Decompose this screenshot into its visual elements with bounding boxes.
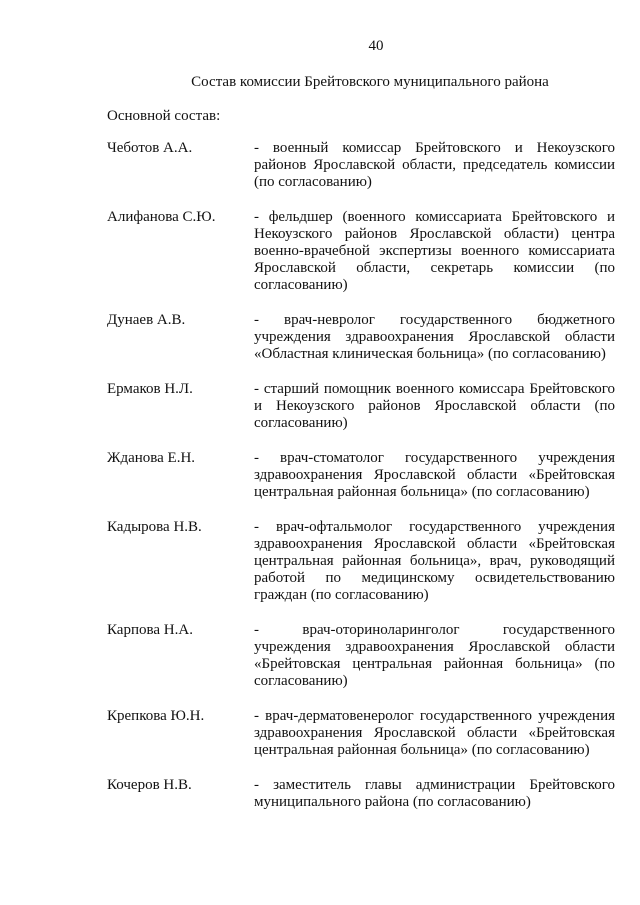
- member-name: Крепкова Ю.Н.: [107, 708, 205, 724]
- member-name: Карпова Н.А.: [107, 622, 193, 638]
- member-name: Ермаков Н.Л.: [107, 381, 193, 397]
- member-list: [107, 140, 615, 829]
- member-name: Кочеров Н.В.: [107, 777, 192, 793]
- member-row: [107, 140, 615, 191]
- member-row: [107, 519, 615, 604]
- member-name: Кадырова Н.В.: [107, 519, 202, 535]
- document-title: Состав комиссии Брейтовского муниципального района: [191, 74, 549, 90]
- member-name: Алифанова С.Ю.: [107, 209, 216, 225]
- member-row: [107, 708, 615, 759]
- member-row: [107, 381, 615, 432]
- section-heading: Основной состав:: [107, 108, 221, 124]
- member-row: [107, 209, 615, 294]
- member-row: [107, 622, 615, 690]
- member-name: Дунаев А.В.: [107, 312, 186, 328]
- member-role: - врач-невролог государственного бюджетного учреждения здравоохранения Ярославской области «Областная клиническая больница» (по согласованию): [254, 312, 615, 362]
- member-row: [107, 777, 615, 811]
- member-role: - врач-офтальмолог государственного учреждения здравоохранения Ярославской области «Брейтовская центральная районная больница», врач, руководящий работой по медицинскому освидетельствованию граждан (по согласованию): [254, 519, 615, 603]
- member-role: - военный комиссар Брейтовского и Некоузского районов Ярославской области, председатель комиссии (по согласованию): [254, 140, 615, 190]
- member-row: [107, 312, 615, 363]
- member-role: - врач-оториноларинголог государственного учреждения здравоохранения Ярославской области «Брейтовская центральная районная больница» (по согласованию): [254, 622, 615, 689]
- member-name: Жданова Е.Н.: [107, 450, 196, 466]
- member-role: - врач-стоматолог государственного учреждения здравоохранения Ярославской области «Брейтовская центральная районная больница» (по согласованию): [254, 450, 615, 500]
- member-role: - фельдшер (военного комиссариата Брейтовского и Некоузского районов Ярославской области) центра военно-врачебной экспертизы военного комиссариата Ярославской области, секретарь комиссии (по согласованию): [254, 209, 615, 293]
- member-role: - заместитель главы администрации Брейтовского муниципального района (по согласованию): [254, 777, 615, 810]
- page-number: 40: [368, 38, 384, 54]
- member-name: Чеботов А.А.: [107, 140, 193, 156]
- member-role: - старший помощник военного комиссара Брейтовского и Некоузского районов Ярославской области (по согласованию): [254, 381, 615, 431]
- member-row: [107, 450, 615, 501]
- member-role: - врач-дерматовенеролог государственного учреждения здравоохранения Ярославской области «Брейтовская центральная районная больница» (по согласованию): [254, 708, 615, 758]
